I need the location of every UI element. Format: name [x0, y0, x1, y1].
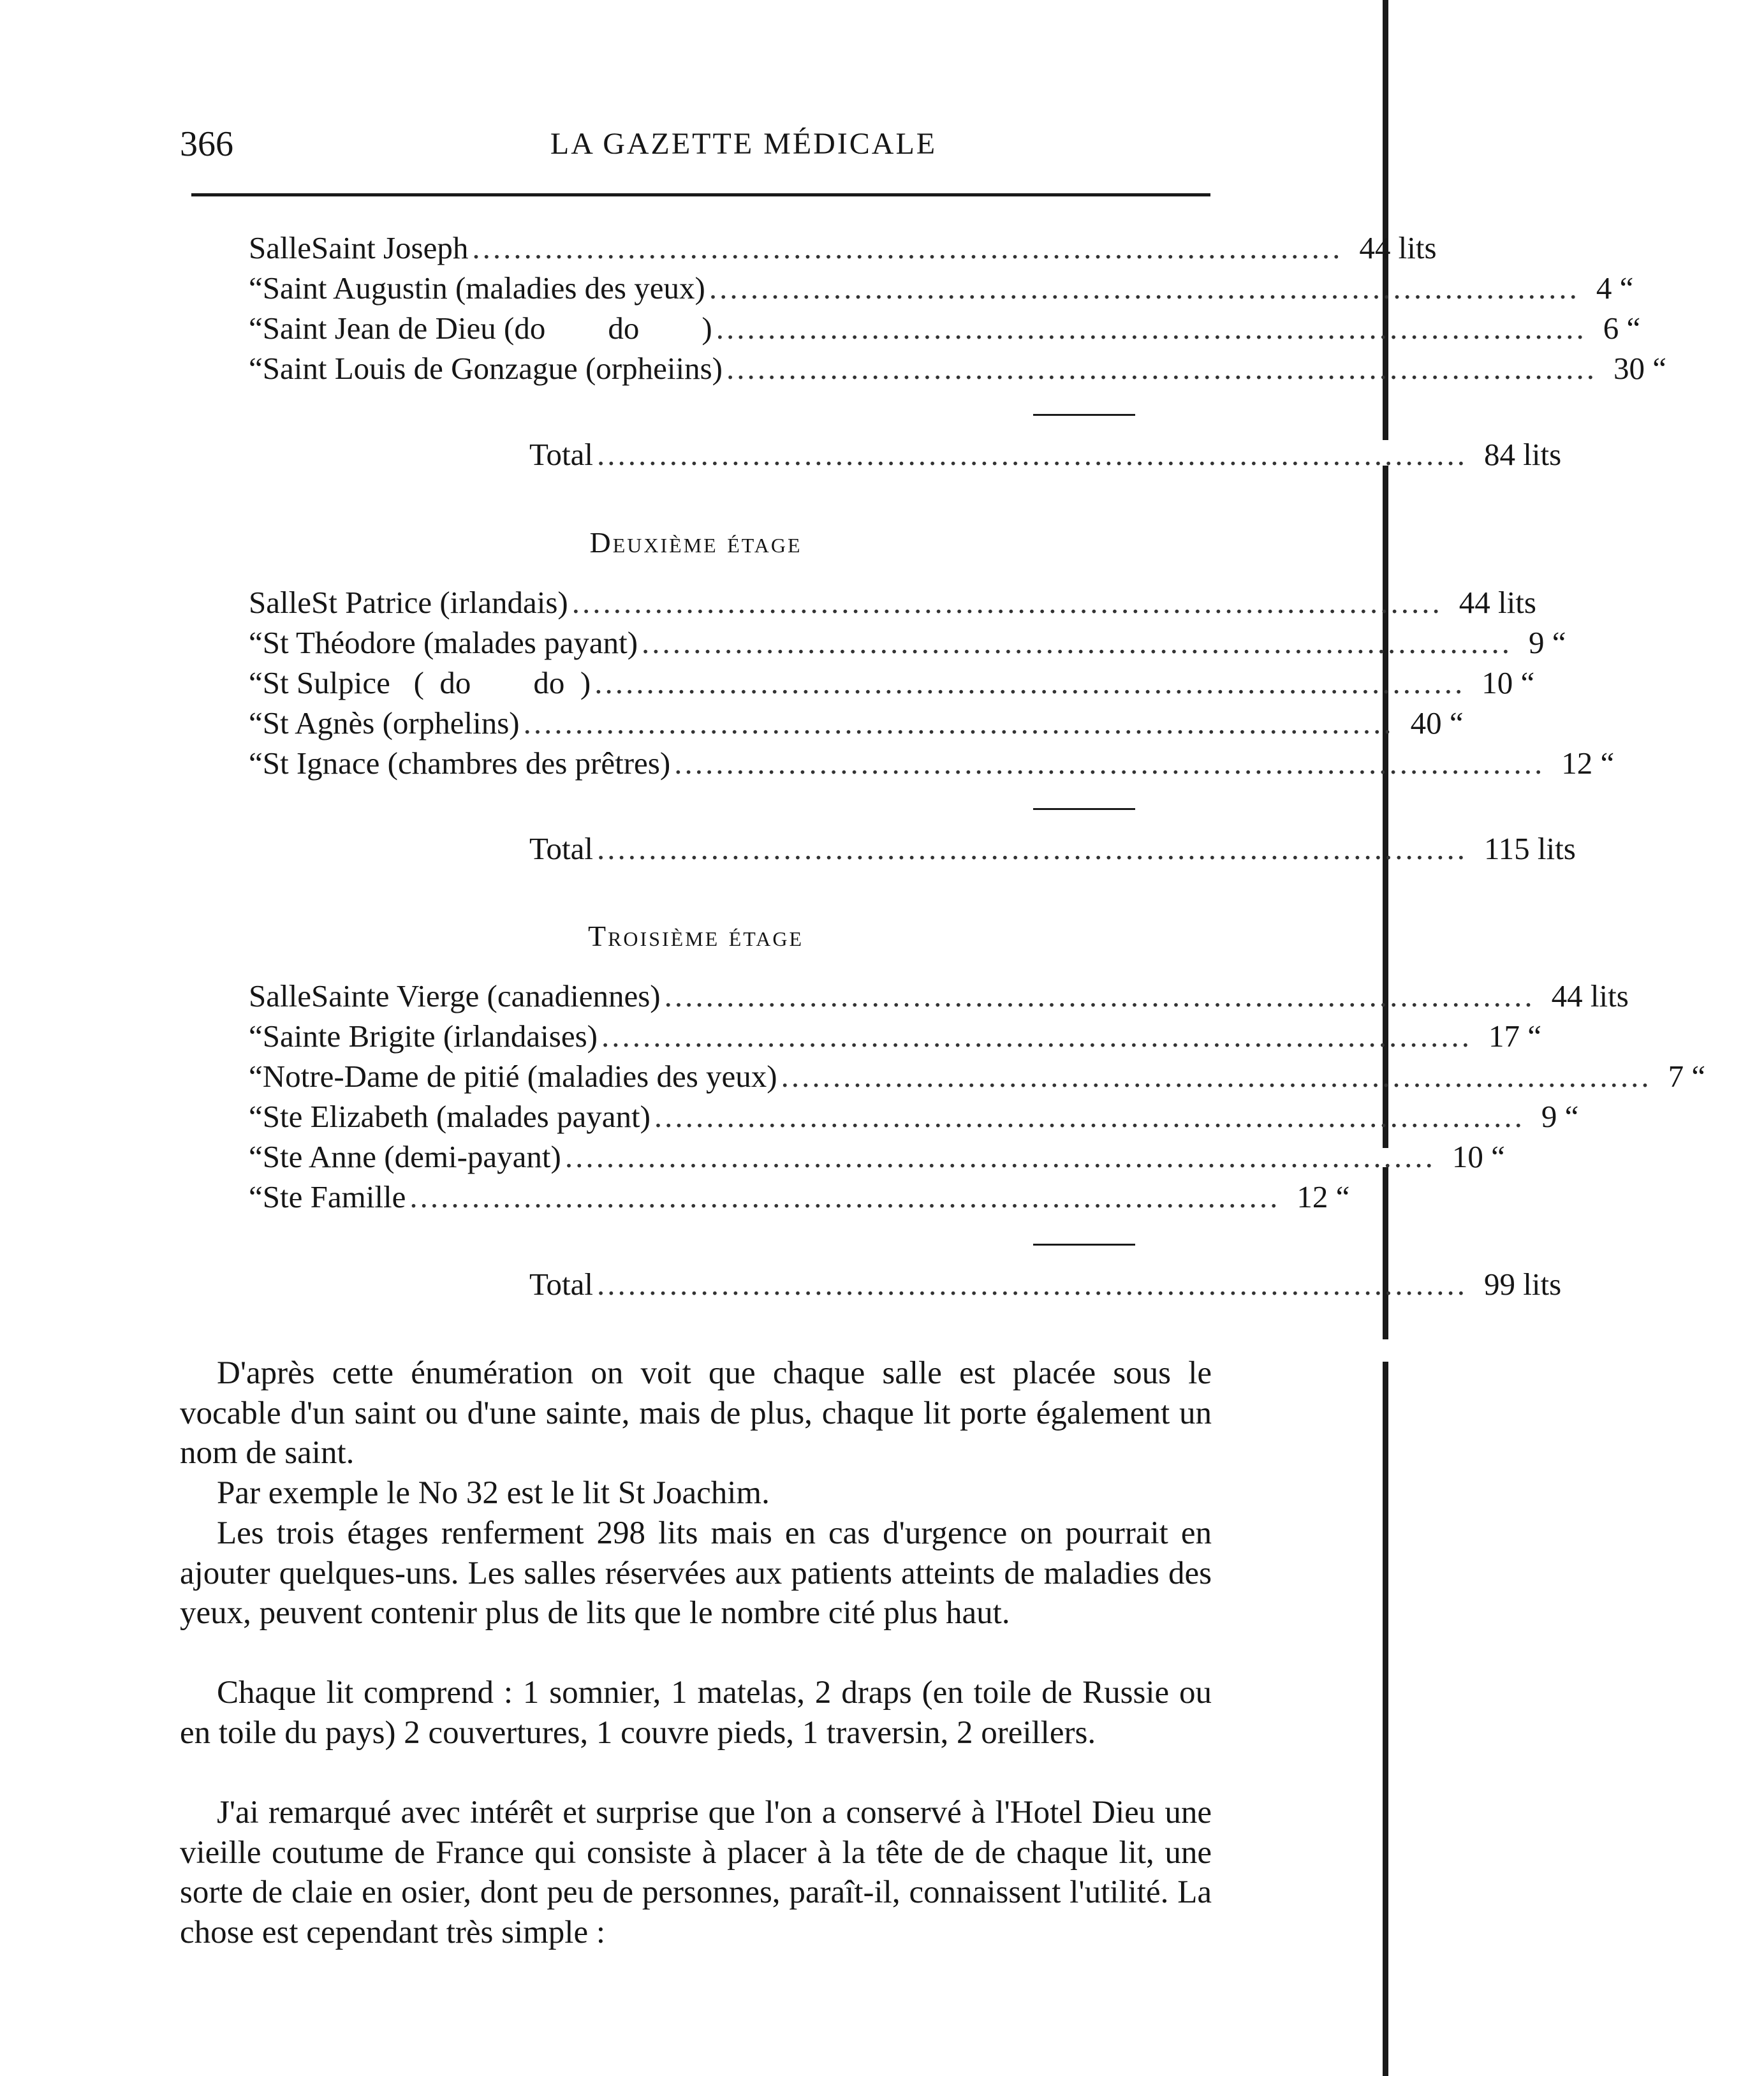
total-label: Total: [529, 437, 593, 472]
total-value: 99 lits: [1484, 1267, 1562, 1302]
row-prefix: “: [249, 1099, 263, 1134]
section-heading: Troisième étage: [587, 920, 804, 952]
row-prefix: “: [249, 625, 263, 660]
list-item: [249, 228, 1437, 268]
leader-dots: ....................................................................................: [597, 831, 1467, 866]
list-item: [249, 744, 1615, 783]
list-item: [249, 349, 1666, 388]
row-label: St Agnès (orphelins): [262, 705, 520, 740]
row-label: Saint Jean de Dieu (do do ): [262, 311, 712, 346]
body-paragraph: J'ai remarqué avec intérêt et surprise que l'on a conservé à l'Hotel Dieu une vieille coutume de France qui consiste à placer à la tête de de chaque lit, une sorte de claie en osier, dont peu de personnes, paraît-il, connaissent l'utilité. La chose est cependant très simple :: [180, 1795, 1212, 1950]
row-value: 7 “: [1668, 1059, 1706, 1094]
row-label: Notre-Dame de pitié (maladies des yeux): [262, 1059, 777, 1094]
leader-dots: ....................................................................................: [709, 270, 1580, 306]
page-number: 366: [180, 124, 233, 164]
row-label: St Sulpice ( do do ): [262, 665, 591, 700]
total-label: Total: [529, 831, 593, 866]
leader-dots: ....................................................................................: [472, 230, 1343, 265]
list-item: [249, 269, 1634, 308]
row-label: St Ignace (chambres des prêtres): [262, 746, 671, 781]
row-prefix: Salle: [249, 585, 311, 620]
list-item: [249, 1137, 1505, 1177]
section-heading: Deuxième étage: [589, 526, 802, 559]
leader-dots: ....................................................................................: [664, 978, 1535, 1013]
leader-dots: ....................................................................................: [564, 1139, 1436, 1174]
list-item: [249, 309, 1641, 348]
list-item: [249, 623, 1566, 663]
list-item: [249, 1177, 1350, 1217]
total-row: [529, 829, 1576, 869]
sum-rule: [1033, 414, 1135, 416]
leader-dots: ....................................................................................: [726, 351, 1597, 386]
leader-dots: ....................................................................................: [597, 1267, 1467, 1302]
row-value: 44 lits: [1459, 585, 1536, 620]
row-value: 9 “: [1529, 625, 1566, 660]
list-item: [249, 703, 1464, 743]
row-prefix: “: [249, 1059, 263, 1094]
row-value: 6 “: [1603, 311, 1641, 346]
leader-dots: ....................................................................................: [523, 705, 1394, 740]
row-label: Sainte Vierge (canadiennes): [311, 978, 661, 1013]
leader-dots: ....................................................................................: [781, 1059, 1652, 1094]
row-value: 12 “: [1561, 746, 1615, 781]
body-paragraph: Par exemple le No 32 est le lit St Joachim.: [217, 1475, 770, 1511]
row-label: Saint Joseph: [311, 230, 469, 265]
total-label: Total: [529, 1267, 593, 1302]
leader-dots: ....................................................................................: [674, 746, 1545, 781]
row-prefix: “: [249, 705, 263, 740]
row-label: Ste Elizabeth (malades payant): [262, 1099, 650, 1134]
leader-dots: ....................................................................................: [654, 1099, 1525, 1134]
row-prefix: Salle: [249, 978, 311, 1013]
row-prefix: “: [249, 665, 263, 700]
row-label: St Patrice (irlandais): [311, 585, 568, 620]
leader-dots: ....................................................................................: [597, 437, 1467, 472]
list-item: [249, 663, 1535, 703]
row-label: Sainte Brigite (irlandaises): [262, 1019, 598, 1054]
row-value: 10 “: [1452, 1139, 1505, 1174]
leader-dots: ....................................................................................: [594, 665, 1466, 700]
total-value: 84 lits: [1484, 437, 1562, 472]
sum-rule: [1033, 808, 1135, 810]
body-paragraph: D'après cette énumération on voit que chaque salle est placée sous le vocable d'un saint ou d'une sainte, mais de plus, chaque lit porte également un nom de saint.: [180, 1355, 1212, 1471]
row-value: 9 “: [1541, 1099, 1579, 1134]
row-value: 4 “: [1596, 270, 1634, 306]
row-value: 44 lits: [1359, 230, 1437, 265]
sum-rule: [1033, 1244, 1135, 1246]
row-value: 12 “: [1297, 1179, 1350, 1214]
row-value: 30 “: [1613, 351, 1666, 386]
row-value: 44 lits: [1551, 978, 1629, 1013]
total-row: [529, 435, 1562, 475]
row-prefix: “: [249, 746, 263, 781]
leader-dots: ....................................................................................: [716, 311, 1587, 346]
list-item: [249, 1017, 1541, 1056]
row-prefix: “: [249, 270, 263, 306]
body-paragraph: Les trois étages renferment 298 lits mais en cas d'urgence on pourrait en ajouter quelques-uns. Les salles réservées aux patients atteints de maladies des yeux, peuvent contenir plus de lits que le nombre cité plus haut.: [180, 1515, 1212, 1631]
row-value: 10 “: [1481, 665, 1535, 700]
list-item: [249, 1097, 1579, 1137]
row-prefix: “: [249, 1019, 263, 1054]
total-row: [529, 1265, 1562, 1304]
total-value: 115 lits: [1484, 831, 1576, 866]
row-label: Ste Anne (demi-payant): [262, 1139, 561, 1174]
leader-dots: ....................................................................................: [642, 625, 1513, 660]
list-item: [249, 583, 1536, 622]
header-rule: [191, 193, 1210, 196]
row-prefix: “: [249, 1179, 263, 1214]
leader-dots: ....................................................................................: [409, 1179, 1281, 1214]
list-item: [249, 1057, 1706, 1096]
body-paragraph: Chaque lit comprend : 1 somnier, 1 matelas, 2 draps (en toile de Russie ou en toile du pays) 2 couvertures, 1 couvre pieds, 1 traversin, 2 oreillers.: [180, 1675, 1212, 1751]
row-label: Saint Louis de Gonzague (orpheiins): [262, 351, 723, 386]
row-prefix: “: [249, 311, 263, 346]
row-value: 17 “: [1488, 1019, 1541, 1054]
row-prefix: Salle: [249, 230, 311, 265]
running-head: LA GAZETTE MÉDICALE: [550, 127, 937, 161]
row-label: Ste Famille: [262, 1179, 406, 1214]
leader-dots: ....................................................................................: [601, 1019, 1472, 1054]
row-label: Saint Augustin (maladies des yeux): [262, 270, 705, 306]
row-value: 40 “: [1410, 705, 1464, 740]
row-prefix: “: [249, 1139, 263, 1174]
row-prefix: “: [249, 351, 263, 386]
page-header: [180, 119, 1212, 170]
row-label: St Théodore (malades payant): [262, 625, 638, 660]
leader-dots: ....................................................................................: [571, 585, 1443, 620]
list-item: [249, 976, 1629, 1016]
